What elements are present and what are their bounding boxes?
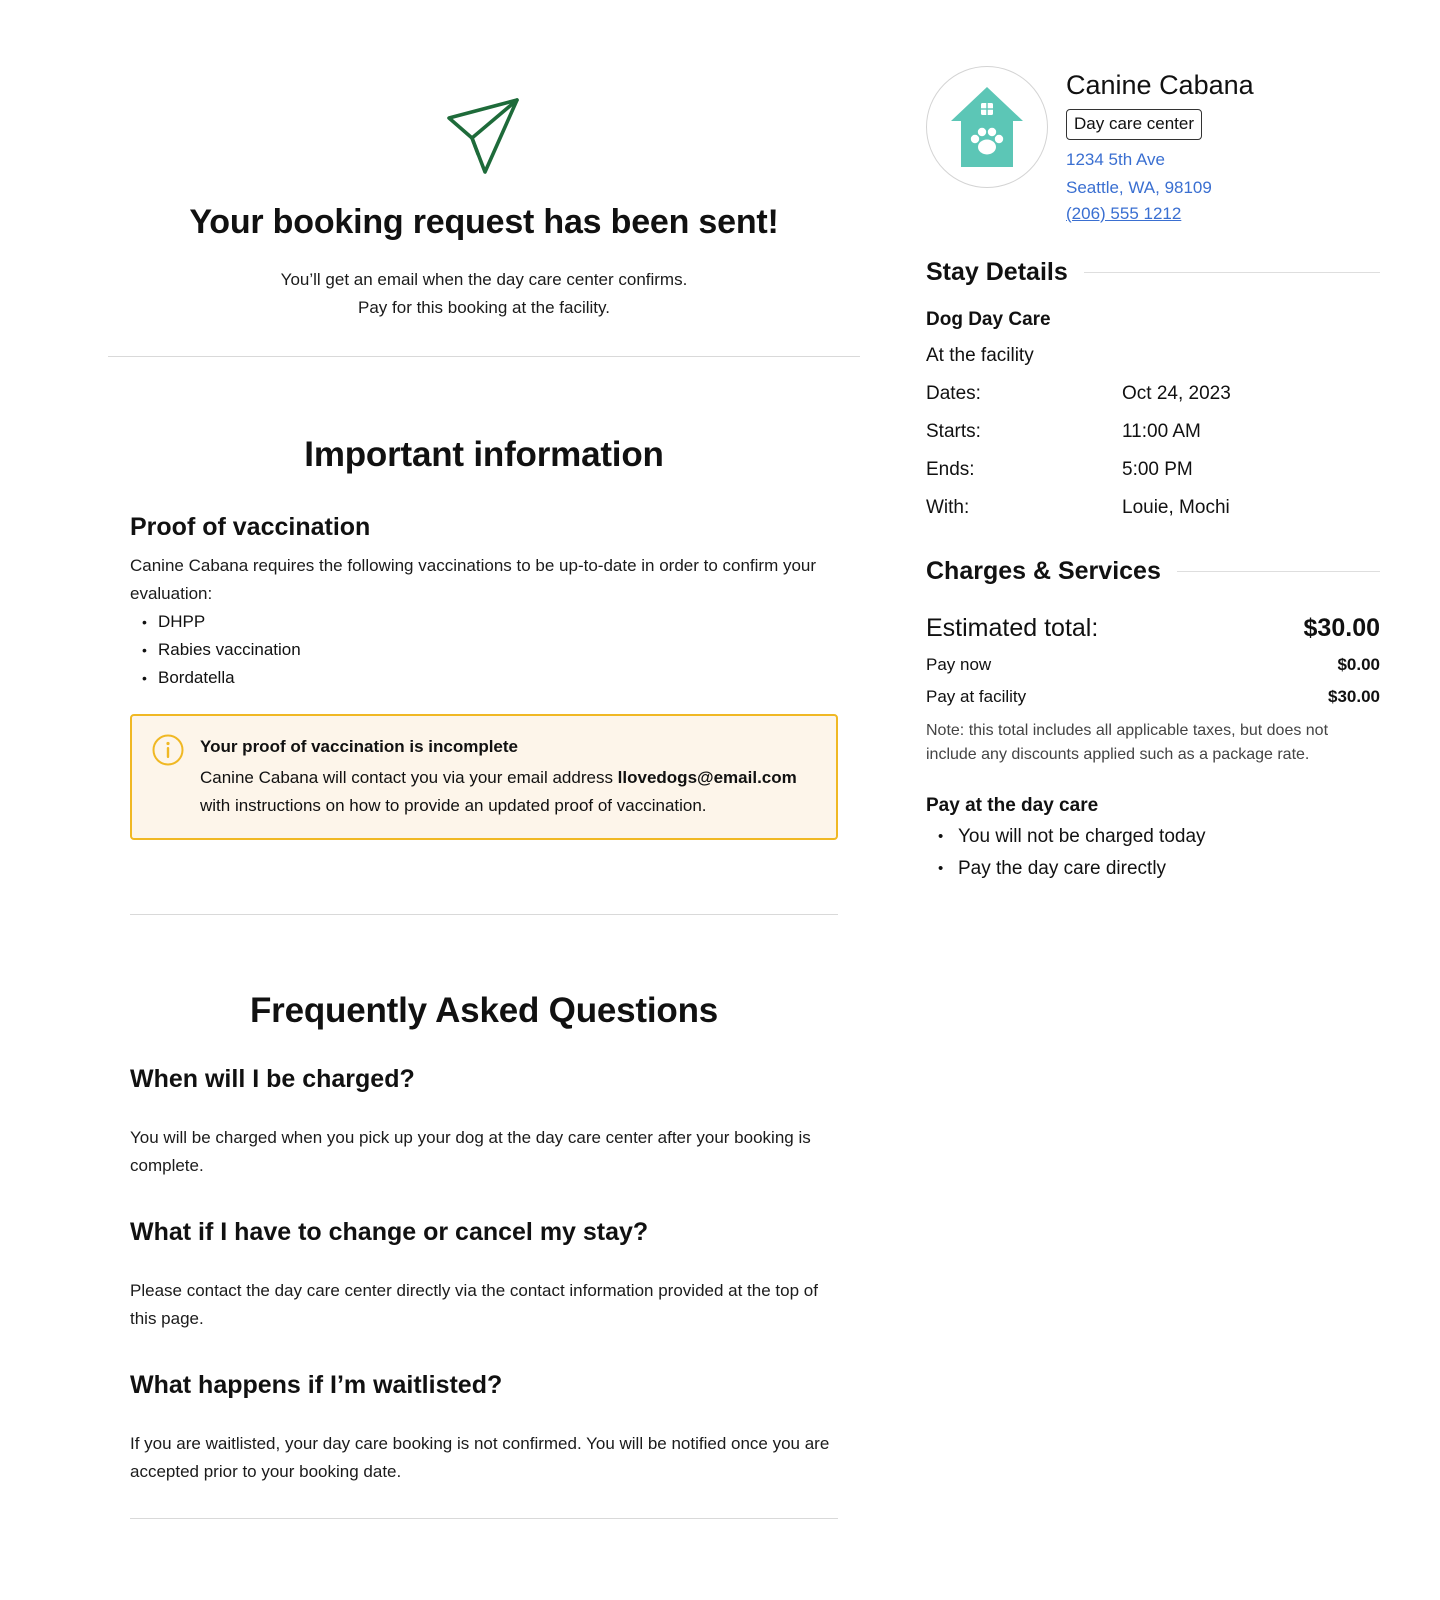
facility-info [1066,66,1254,224]
detail-value: Oct 24, 2023 [1122,383,1231,404]
important-info-heading: Important information [304,435,664,474]
list-item: • Bordatella [130,664,838,692]
confirmation-subtitle [108,266,860,322]
detail-label: Ends: [926,459,975,480]
email-confirm-text: You’ll get an email when the day care center confirms. [280,270,688,289]
proof-of-vaccination-heading: Proof of vaccination [130,513,371,541]
faq-question: What if I have to change or cancel my stay? [130,1218,649,1246]
pay-now-value: $0.00 [1337,655,1380,674]
alert-title: Your proof of vaccination is incomplete [200,737,519,756]
service-name: Dog Day Care [926,309,1051,330]
detail-label: With: [926,497,970,518]
faq-answer: You will be charged when you pick up your dog at the day care center after your booking is complete. [130,1128,811,1175]
faq-question: When will I be charged? [130,1065,415,1093]
alert-text: with instructions on how to provide an updated proof of vaccination. [200,796,707,815]
facility-card [926,66,1380,224]
pay-at-facility-row [926,687,1380,707]
paper-plane-icon [445,98,523,176]
list-item: • DHPP [130,608,838,636]
pay-at-facility-value: $30.00 [1328,687,1380,706]
estimated-total-value: $30.00 [1303,614,1380,642]
charges-header [926,557,1380,586]
alert-content [200,734,816,820]
stay-dates-row [926,383,1380,405]
detail-label: Dates: [926,383,981,404]
detail-label: Starts: [926,421,981,442]
pay-now-row [926,655,1380,675]
pay-at-facility-label: Pay at facility [926,687,1027,706]
detail-value: 5:00 PM [1122,459,1193,480]
stay-ends-row [926,459,1380,481]
facility-phone-link[interactable]: (206) 555 1212 [1066,204,1182,223]
charges-note: Note: this total includes all applicable taxes, but does not include any discounts applied such as a package rate. [926,722,1329,763]
email-address: llovedogs@email.com [617,768,797,787]
dog-house-icon [949,85,1025,169]
facility-name: Canine Cabana [1066,70,1254,100]
list-item: • Rabies vaccination [130,636,838,664]
address-line-1[interactable]: 1234 5th Ave [1066,150,1165,169]
faq-question: What happens if I’m waitlisted? [130,1371,503,1399]
stay-starts-row [926,421,1380,443]
confirmation-main [108,0,860,1519]
facility-logo [926,66,1048,188]
vaccination-warning-alert [130,714,838,840]
stay-details-heading: Stay Details [926,258,1068,286]
pay-at-daycare-heading: Pay at the day care [926,795,1099,816]
faq-answer: If you are waitlisted, your day care booking is not confirmed. You will be notified once you are accepted prior to your booking date. [130,1434,830,1481]
alert-body [200,764,816,820]
detail-value: Louie, Mochi [1122,497,1230,518]
divider [1084,272,1380,273]
service-location: At the facility [926,345,1034,366]
address-line-2[interactable]: Seattle, WA, 98109 [1066,178,1212,197]
page-title: Your booking request has been sent! [189,203,779,241]
pay-at-daycare-list [926,821,1380,885]
alert-text: Canine Cabana will contact you via your email address [200,768,618,787]
divider [108,356,860,357]
confirmation-hero [108,0,860,322]
estimated-total-label: Estimated total: [926,614,1099,642]
list-item: • You will not be charged today [926,821,1380,853]
divider [130,1518,838,1519]
pay-facility-text: Pay for this booking at the facility. [358,298,610,317]
vaccination-list [130,608,838,692]
faq-answer: Please contact the day care center directly via the contact information provided at the top of this page. [130,1281,818,1328]
estimated-total-row [926,614,1380,643]
charges-heading: Charges & Services [926,557,1161,585]
detail-value: 11:00 AM [1122,421,1201,442]
pay-now-label: Pay now [926,655,992,674]
divider [130,914,838,915]
info-section [130,435,838,1519]
list-item: • Pay the day care directly [926,853,1380,885]
info-icon [152,734,184,766]
vaccination-intro: Canine Cabana requires the following vaccinations to be up-to-date in order to confirm your evaluation: [130,556,817,603]
facility-type-badge: Day care center [1066,109,1202,140]
facility-address[interactable] [1066,146,1254,202]
stay-pets-row [926,497,1380,519]
faq-heading: Frequently Asked Questions [249,991,719,1030]
divider [1177,571,1380,572]
stay-details-header [926,258,1380,287]
booking-summary-sidebar [926,0,1380,885]
